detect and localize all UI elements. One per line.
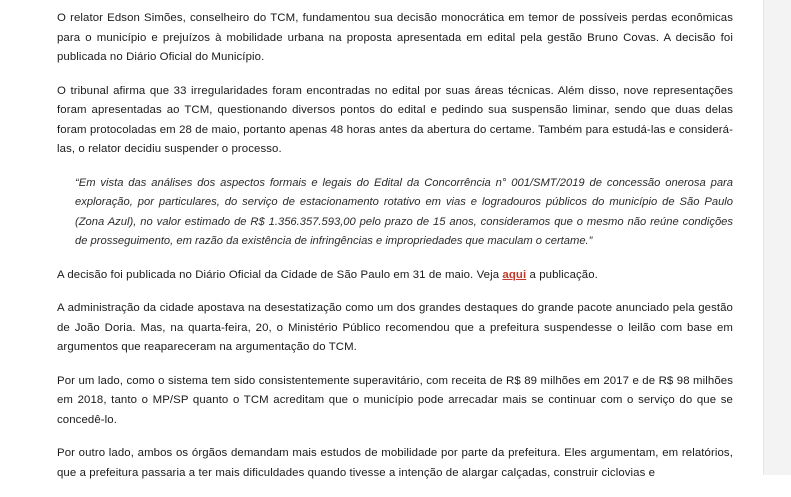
publicacao-link[interactable]: aqui	[502, 268, 527, 281]
paragraph-mobilidade: Por outro lado, ambos os órgãos demandam mais estudos de mobilidade por parte da prefeitura. Eles argumentam, em relatórios, que a prefeitura passaria a ter mais dificuldades quando tivesse a intenção de alargar calçadas, construir ciclovias e	[57, 447, 733, 479]
paragraph-publicacao	[57, 266, 733, 286]
publicacao-text: A decisão foi publicada no Diário Oficial da Cidade de São Paulo em 31 de maio. Veja	[57, 268, 503, 281]
article-body	[57, 9, 733, 497]
paragraph-superavit: Por um lado, como o sistema tem sido consistentemente superavitário, com receita de R$ 89 milhões em 2017 e de R$ 98 milhões em 2018, tanto o MP/SP quanto o TCM acreditam que o município pode arrecadar mais se continuar com o serviço do que se concedê-lo.	[57, 374, 733, 426]
paragraph-desestatizacao: A administração da cidade apostava na desestatização como um dos grandes destaques do grande pacote anunciado pela gestão de João Doria. Mas, na quarta-feira, 20, o Ministério Público recomendou que a prefeitura suspendesse o leilão com base em argumentos que reapareceram na argumentação do TCM.	[57, 302, 733, 353]
paragraph-relator: O relator Edson Simões, conselheiro do TCM, fundamentou sua decisão monocrática em temor de possíveis perdas econômicas para o município e prejuízos à mobilidade urbana na proposta apresentada em edital pela gestão Bruno Covas. A decisão foi publicada no Diário Oficial do Município.	[57, 12, 733, 63]
edital-quote: “Em vista das análises dos aspectos formais e legais do Edital da Concorrência n° 001/SMT/2019 de concessão onerosa para exploração, por particulares, do serviço de estacionamento rotativo em vias e logradouros públicos do município de São Paulo (Zona Azul), no valor estimado de R$ 1.356.357.593,00 pelo prazo de 15 anos, consideramos que o mesmo não reúne condições de prosseguimento, em razão da existência de infringências e impropriedades que maculam o certame.”	[75, 176, 733, 247]
scrollbar-track[interactable]	[763, 0, 791, 475]
paragraph-tribunal: O tribunal afirma que 33 irregularidades foram encontradas no edital por suas áreas técnicas. Além disso, nove representações foram apresentadas ao TCM, questionando diversos pontos do edital e pedindo sua suspensão liminar, sendo que duas delas foram protocoladas em 28 de maio, portanto apenas 48 horas antes da abertura do certame. Também para estudá-las e considerá-las, o relator decidiu suspender o processo.	[57, 84, 733, 155]
publicacao-text-end: a publicação.	[526, 268, 598, 281]
